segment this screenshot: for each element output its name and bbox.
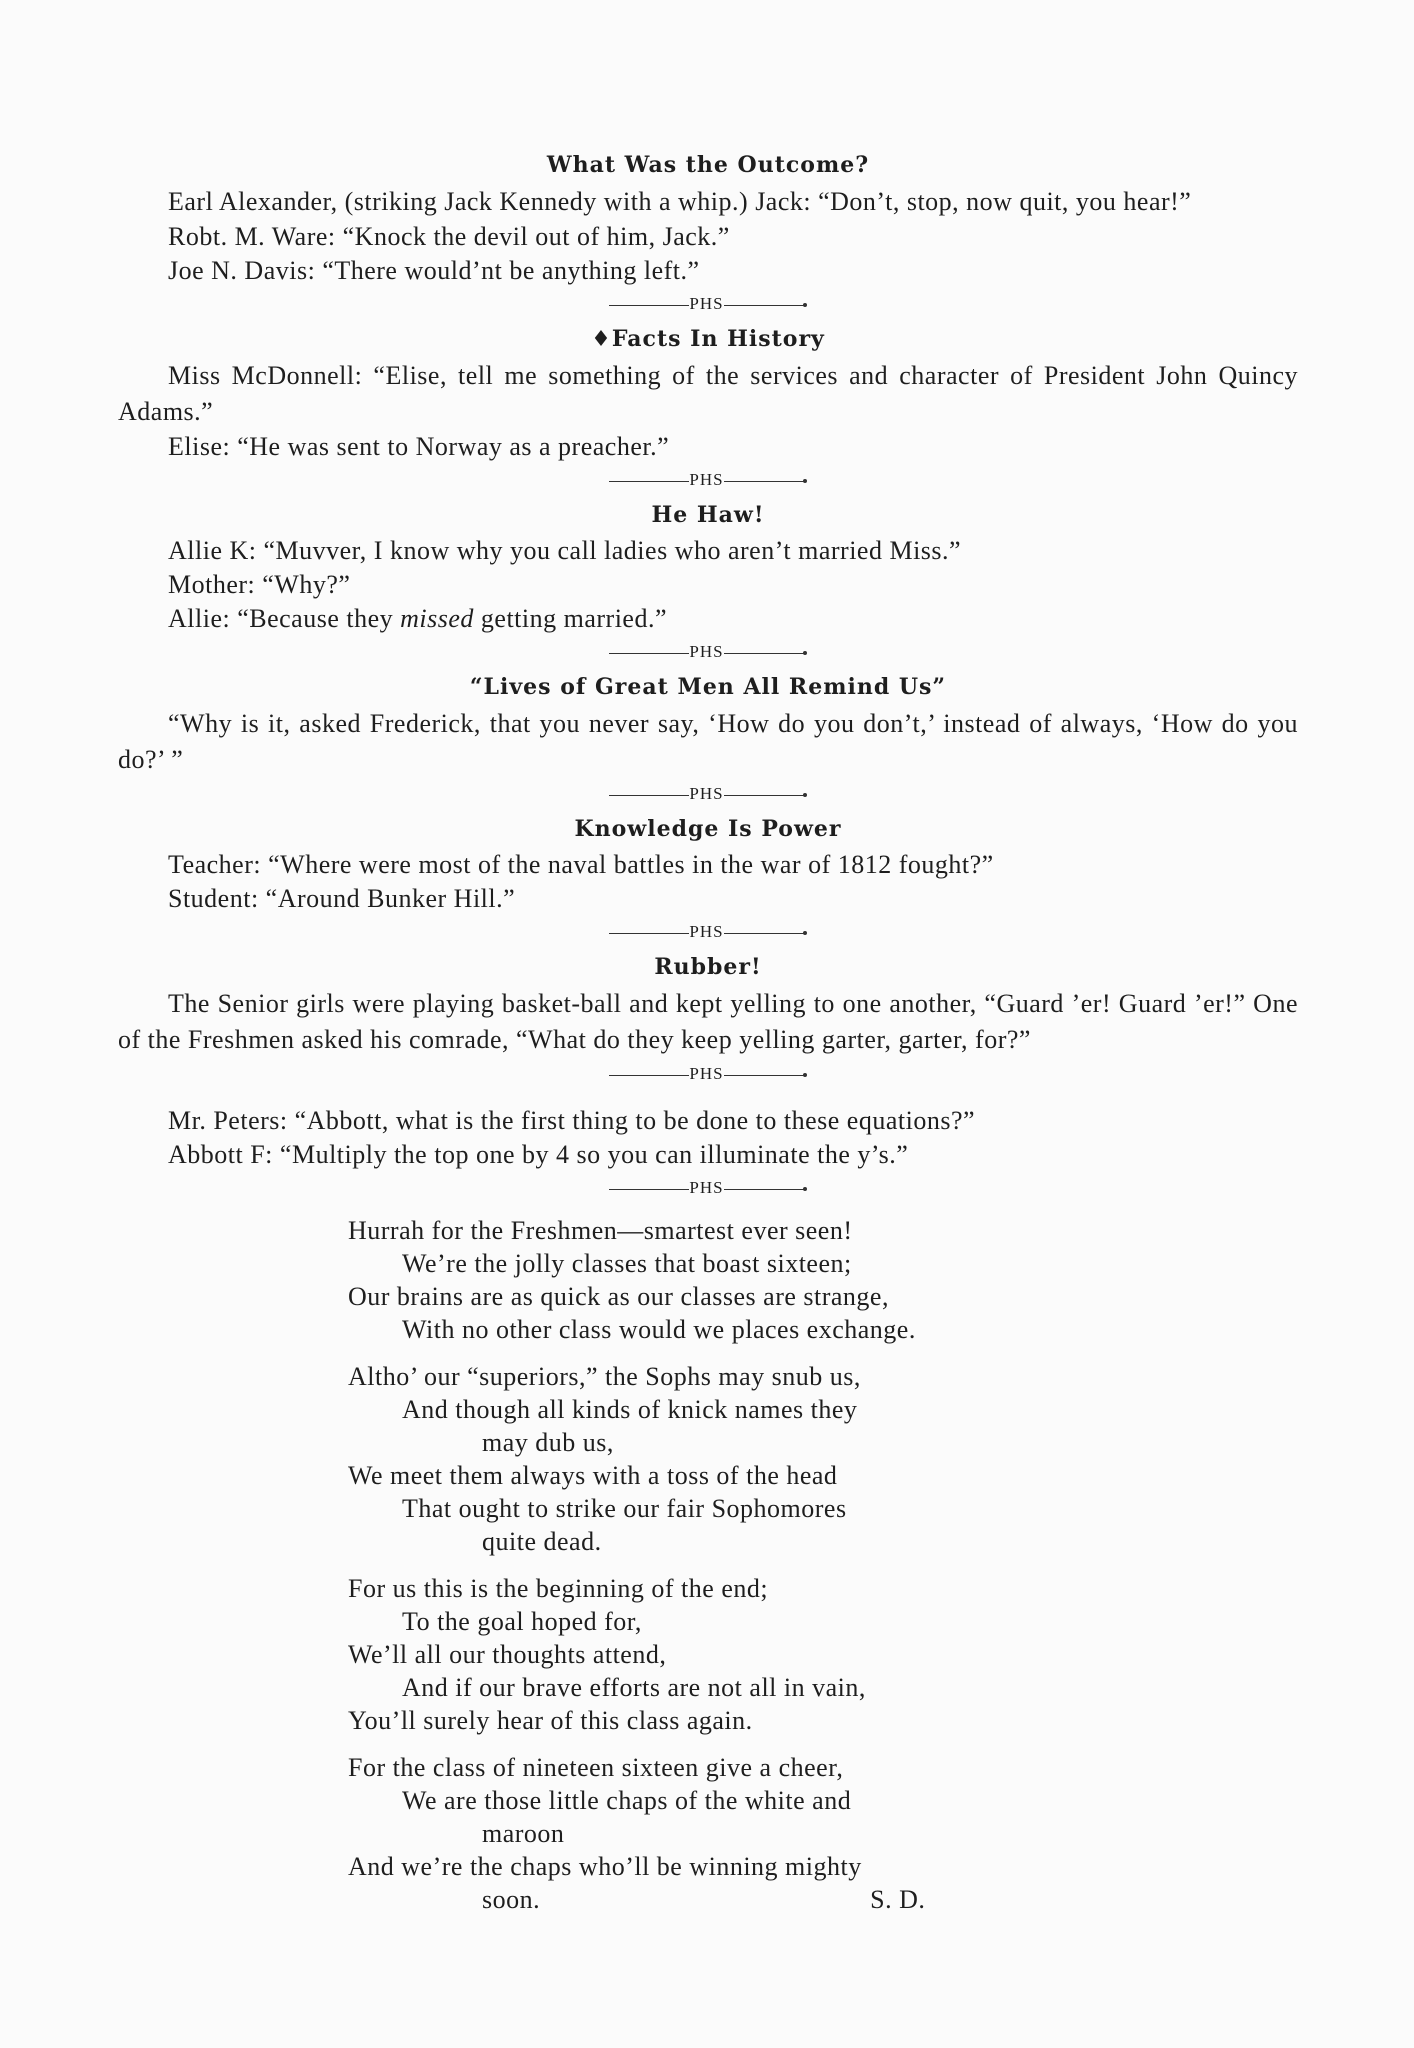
- joke-facts-in-history: [118, 324, 1298, 464]
- separator: [118, 920, 1298, 944]
- dialogue-line: Miss McDonnell: “Elise, tell me something of the services and character of President John Quincy Adams.”: [118, 361, 1298, 426]
- separator-label: PHS: [689, 470, 724, 489]
- dialogue-text: getting married.”: [473, 604, 668, 633]
- joke-rubber: [118, 952, 1298, 1058]
- joke-equations: [118, 1104, 1298, 1172]
- dialogue-line: Robt. M. Ware: “Knock the devil out of him, Jack.”: [168, 222, 730, 251]
- author-signature: S. D.: [870, 1885, 926, 1914]
- poem-line: maroon: [482, 1819, 565, 1848]
- freshmen-poem: [348, 1214, 1298, 1916]
- joke-knowledge-is-power: [118, 814, 1298, 916]
- poem-line: Our brains are as quick as our classes are strange,: [348, 1282, 889, 1311]
- separator: [118, 292, 1298, 316]
- separator: [118, 1176, 1298, 1200]
- dialogue-line: [118, 602, 1298, 636]
- poem-line: may dub us,: [482, 1428, 614, 1457]
- page-content: [118, 150, 1298, 1930]
- section-title: He Haw!: [651, 502, 765, 528]
- joke-he-haw: [118, 500, 1298, 636]
- poem-line: That ought to strike our fair Sophomores: [402, 1494, 847, 1523]
- dialogue-line: “Why is it, asked Frederick, that you never say, ‘How do you don’t,’ instead of always, ‘How do you do?’ ”: [118, 709, 1298, 774]
- separator: [118, 468, 1298, 492]
- separator-label: PHS: [689, 294, 724, 313]
- separator: [118, 1062, 1298, 1086]
- emphasis-text: missed: [400, 604, 474, 633]
- poem-last-line: [348, 1883, 1298, 1916]
- poem-stanza: [348, 1360, 1298, 1558]
- joke-what-was-the-outcome: [118, 150, 1298, 288]
- dialogue-line: Student: “Around Bunker Hill.”: [168, 884, 516, 913]
- dialogue-line: Elise: “He was sent to Norway as a preacher.”: [168, 432, 670, 461]
- poem-line: You’ll surely hear of this class again.: [348, 1706, 753, 1735]
- poem-line: And we’re the chaps who’ll be winning mighty: [348, 1852, 862, 1881]
- section-title: What Was the Outcome?: [546, 152, 870, 178]
- dialogue-text: Allie: “Because they: [168, 604, 401, 633]
- poem-line: To the goal hoped for,: [402, 1607, 642, 1636]
- poem-line: For the class of nineteen sixteen give a cheer,: [348, 1753, 844, 1782]
- poem-line: Hurrah for the Freshmen—smartest ever seen!: [348, 1216, 853, 1245]
- dialogue-line: Mr. Peters: “Abbott, what is the first thing to be done to these equations?”: [168, 1106, 976, 1135]
- separator-label: PHS: [689, 784, 724, 803]
- separator: [118, 782, 1298, 806]
- joke-lives-of-great-men: [118, 672, 1298, 778]
- separator-label: PHS: [689, 1178, 724, 1197]
- separator-label: PHS: [689, 642, 724, 661]
- poem-line: With no other class would we places exchange.: [402, 1315, 916, 1344]
- poem-line: We are those little chaps of the white and: [402, 1786, 852, 1815]
- dialogue-line: Joe N. Davis: “There would’nt be anything left.”: [168, 256, 700, 285]
- dialogue-line: Abbott F: “Multiply the top one by 4 so you can illuminate the y’s.”: [168, 1140, 909, 1169]
- poem-line: And if our brave efforts are not all in vain,: [402, 1673, 866, 1702]
- dialogue-line: Earl Alexander, (striking Jack Kennedy with a whip.) Jack: “Don’t, stop, now quit, you hear!”: [168, 187, 1192, 216]
- section-title: Rubber!: [654, 954, 762, 980]
- dialogue-line: Allie K: “Muvver, I know why you call ladies who aren’t married Miss.”: [168, 536, 962, 565]
- poem-line: Altho’ our “superiors,” the Sophs may snub us,: [348, 1362, 861, 1391]
- poem-line: We’ll all our thoughts attend,: [348, 1640, 667, 1669]
- separator: [118, 640, 1298, 664]
- poem-line: We’re the jolly classes that boast sixteen;: [402, 1249, 852, 1278]
- section-title: “Lives of Great Men All Remind Us”: [469, 674, 947, 700]
- dialogue-line: The Senior girls were playing basket-ball and kept yelling to one another, “Guard ’er! Guard ’er!” One of the Freshmen asked his comrade, “What do they keep yelling garter, garter, for?”: [118, 989, 1298, 1054]
- poem-stanza: [348, 1751, 1298, 1916]
- section-title: Knowledge Is Power: [574, 816, 842, 842]
- poem-line: quite dead.: [482, 1527, 602, 1556]
- poem-stanza: [348, 1214, 1298, 1346]
- poem-stanza: [348, 1572, 1298, 1737]
- poem-line: For us this is the beginning of the end;: [348, 1574, 769, 1603]
- poem-line: soon.: [482, 1885, 541, 1914]
- section-title: ♦Facts In History: [591, 326, 825, 352]
- poem-line: We meet them always with a toss of the head: [348, 1461, 838, 1490]
- dialogue-line: Teacher: “Where were most of the naval battles in the war of 1812 fought?”: [168, 850, 994, 879]
- separator-label: PHS: [689, 922, 724, 941]
- dialogue-line: Mother: “Why?”: [168, 570, 351, 599]
- poem-line: And though all kinds of knick names they: [402, 1395, 858, 1424]
- separator-label: PHS: [689, 1064, 724, 1083]
